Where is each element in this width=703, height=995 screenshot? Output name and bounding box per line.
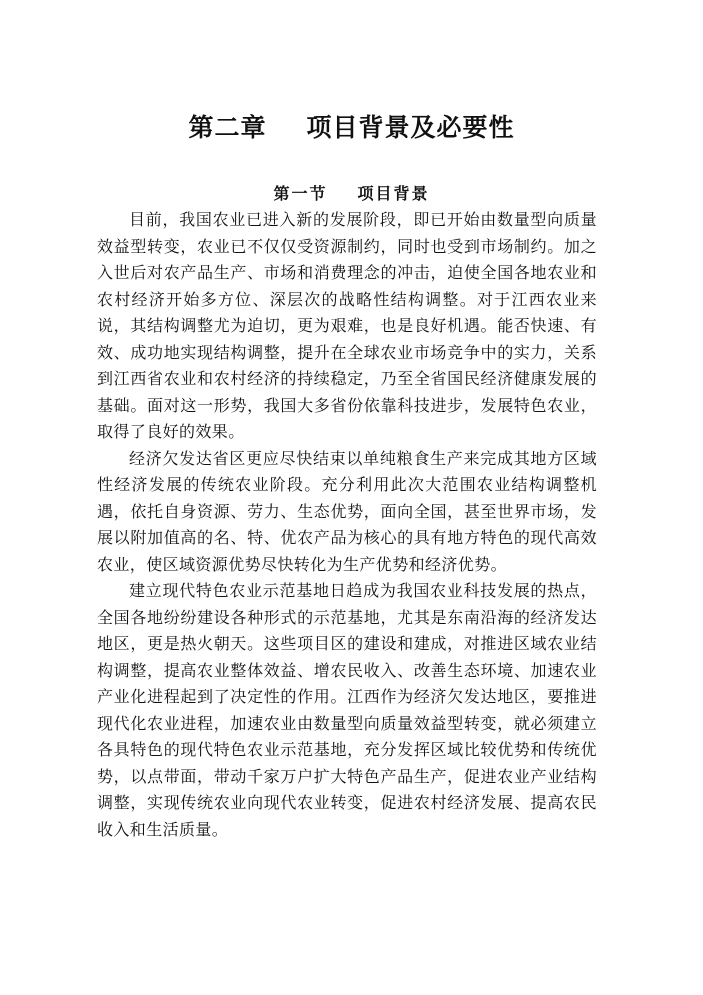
section-number: 第一节 [273, 184, 328, 203]
paragraph: 经济欠发达省区更应尽快结束以单纯粮食生产来完成其地方区域性经济发展的传统农业阶段。充分利用此次大范围农业结构调整机遇，依托自身资源、劳力、生态优势，面向全国，甚至世界市场，发展以附加值高的名、特、优农产品为核心的具有地方特色的现代高效农业，使区域资源优势尽快转化为生产优势和经济优势。 [97, 448, 597, 574]
section-title: 项目背景 [357, 184, 430, 203]
paragraph: 建立现代特色农业示范基地日趋成为我国农业科技发展的热点，全国各地纷纷建设各种形式的示范基地，尤其是东南沿海的经济发达地区，更是热火朝天。这些项目区的建设和建成，对推进区域农业结构调整，提高农业整体效益、增农民收入、改善生态环境、加速农业产业化进程起到了决定性的作用。江西作为经济欠发达地区，要推进现代化农业进程，加速农业由数量型向质量效益型转变，就必须建立各具特色的现代特色农业示范基地，充分发挥区域比较优势和传统优势，以点带面，带动千家万户扩大特色产品生产，促进农业产业结构调整，实现传统农业向现代农业转变，促进农村经济发展、提高农民收入和生活质量。 [97, 581, 597, 839]
chapter-number: 第二章 [188, 113, 267, 142]
paragraph: 目前，我国农业已进入新的发展阶段，即已开始由数量型向质量效益型转变，农业已不仅仅受资源制约，同时也受到市场制约。加之入世后对农产品生产、市场和消费理念的冲击，迫使全国各地农业和农村经济开始多方位、深层次的战略性结构调整。对于江西农业来说，其结构调整尤为迫切，更为艰难，也是良好机遇。能否快速、有效、成功地实现结构调整，提升在全球农业市场竞争中的实力，关系到江西省农业和农村经济的持续稳定，乃至全省国民经济健康发展的基础。面对这一形势，我国大多省份依靠科技进步，发展特色农业，取得了良好的效果。 [97, 210, 597, 441]
chapter-title: 项目背景及必要性 [306, 113, 515, 142]
chapter-heading [0, 108, 703, 144]
body-text [97, 207, 597, 843]
section-heading [0, 181, 703, 204]
